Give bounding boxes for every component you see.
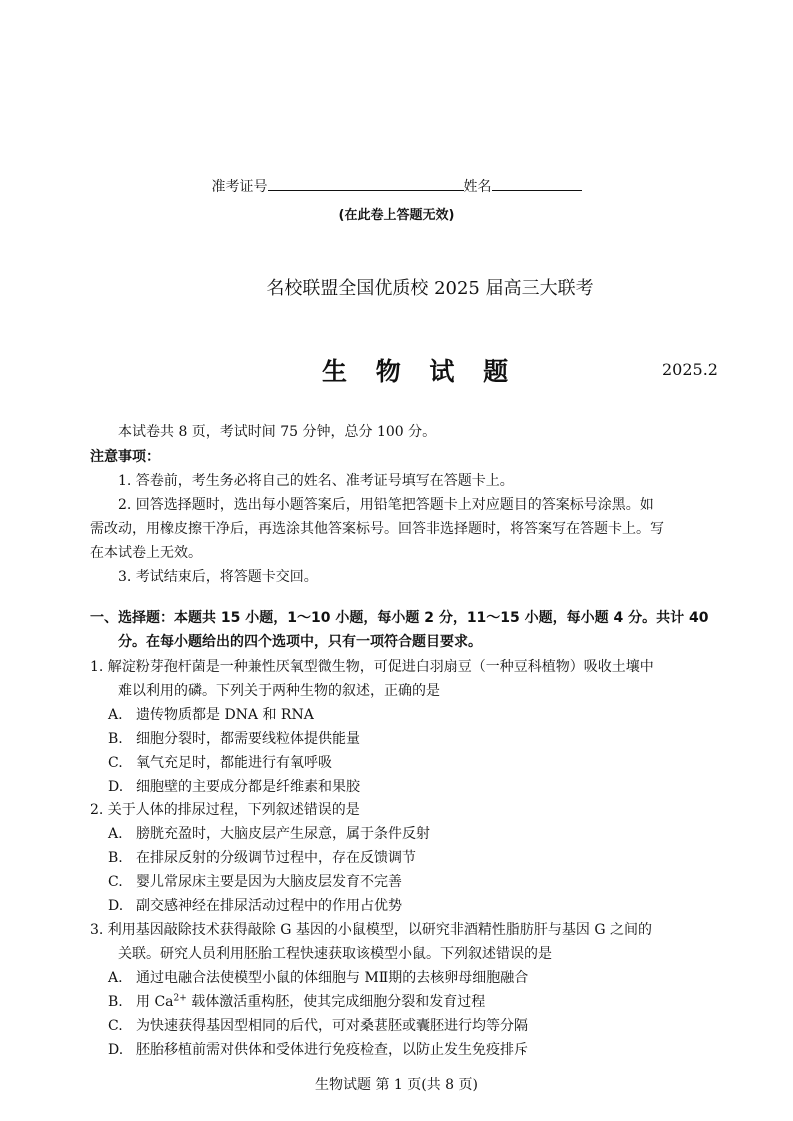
notice-item-2-line-1: 2. 回答选择题时，选出每小题答案后，用铅笔把答题卡上对应题目的答案标号涂黑。如 [118,497,654,513]
option-letter: C. [108,755,123,771]
question-3-option-b [108,990,485,1014]
question-3-option-c [108,1014,528,1038]
notice-title: 注意事项： [90,449,160,465]
notice-item-3: 3. 考试结束后，将答题卡交回。 [118,569,318,585]
option-letter: A. [108,826,123,842]
option-text: 在排尿反射的分级调节过程中，存在反馈调节 [136,850,416,866]
option-letter: D. [108,779,124,795]
question-2-stem: 2. 关于人体的排尿过程，下列叙述错误的是 [90,802,360,818]
option-text: 遗传物质都是 DNA 和 RNA [136,707,314,723]
option-text [136,994,485,1010]
question-2-option-a [108,822,430,846]
option-letter: D. [108,1042,124,1058]
notice-item-2-line-3: 在本试卷上无效。 [90,545,202,561]
section-heading-line-1: 一、选择题：本题共 15 小题，1～10 小题，每小题 2 分，11～15 小题，每小题 4 分。共计 40 [90,610,709,626]
option-text-prefix: 用 Ca [136,994,174,1010]
option-letter: A. [108,707,123,723]
option-letter: B. [108,731,123,747]
option-text: 胚胎移植前需对供体和受体进行免疫检查，以防止发生免疫排斥 [136,1042,528,1058]
page-footer: 生物试题 第 1 页(共 8 页) [315,1077,478,1093]
option-text: 氧气充足时，都能进行有氧呼吸 [136,755,332,771]
ion-charge-superscript: 2+ [173,993,187,1004]
question-2-option-d [108,894,402,918]
option-text: 膀胱充盈时，大脑皮层产生尿意，属于条件反射 [136,826,430,842]
option-letter: C. [108,1018,123,1034]
question-1-option-b [108,727,360,751]
exam-title: 名校联盟全国优质校 2025 届高三大联考 [266,278,594,299]
question-3-stem-line-1: 3. 利用基因敲除技术获得敲除 G 基因的小鼠模型，以研究非酒精性脂肪肝与基因 G 之间的 [90,922,652,938]
notice-item-2-line-2: 需改动，用橡皮擦干净后，再选涂其他答案标号。回答非选择题时，将答案写在答题卡上。写 [90,521,664,537]
option-letter: A. [108,970,123,986]
option-text: 为快速获得基因型相同的后代，可对桑葚胚或囊胚进行均等分隔 [136,1018,528,1034]
question-1-option-a [108,703,314,727]
option-letter: B. [108,994,123,1010]
question-3-option-a [108,966,528,990]
section-heading-line-2: 分。在每小题给出的四个选项中，只有一项符合题目要求。 [118,634,482,650]
option-text: 细胞壁的主要成分都是纤维素和果胶 [136,779,360,795]
question-1-stem-line-2: 难以利用的磷。下列关于两种生物的叙述，正确的是 [118,683,440,699]
notice-item-1: 1. 答卷前，考生务必将自己的姓名、准考证号填写在答题卡上。 [118,473,514,489]
question-3-stem-line-2: 关联。研究人员利用胚胎工程快速获取该模型小鼠。下列叙述错误的是 [118,946,552,962]
invalid-answer-note: (在此卷上答题无效) [338,208,455,223]
option-text: 副交感神经在排尿活动过程中的作用占优势 [136,898,402,914]
subject-title: 生 物 试 题 [322,357,519,386]
option-text-suffix: 载体激活重构胚，使其完成细胞分裂和发育过程 [186,994,486,1010]
exam-date: 2025.2 [662,360,718,379]
candidate-info-line [0,176,793,196]
option-letter: B. [108,850,123,866]
question-3-option-d [108,1038,528,1062]
option-letter: D. [108,898,124,914]
ticket-number-blank [268,177,464,191]
question-1-stem-line-1: 1. 解淀粉芽孢杆菌是一种兼性厌氧型微生物，可促进白羽扇豆（一种豆科植物）吸收土壤中 [90,659,654,675]
option-text: 婴儿常尿床主要是因为大脑皮层发育不完善 [136,874,402,890]
question-1-option-d [108,775,360,799]
question-2-option-c [108,870,402,894]
question-1-option-c [108,751,332,775]
name-label: 姓名 [463,179,492,195]
option-text: 细胞分裂时，都需要线粒体提供能量 [136,731,360,747]
option-letter: C. [108,874,123,890]
option-text: 通过电融合法使模型小鼠的体细胞与 MⅡ期的去核卵母细胞融合 [136,970,529,986]
question-2-option-b [108,846,416,870]
intro-text: 本试卷共 8 页，考试时间 75 分钟，总分 100 分。 [118,424,437,440]
ticket-number-label: 准考证号 [211,179,268,195]
name-blank [492,177,582,191]
